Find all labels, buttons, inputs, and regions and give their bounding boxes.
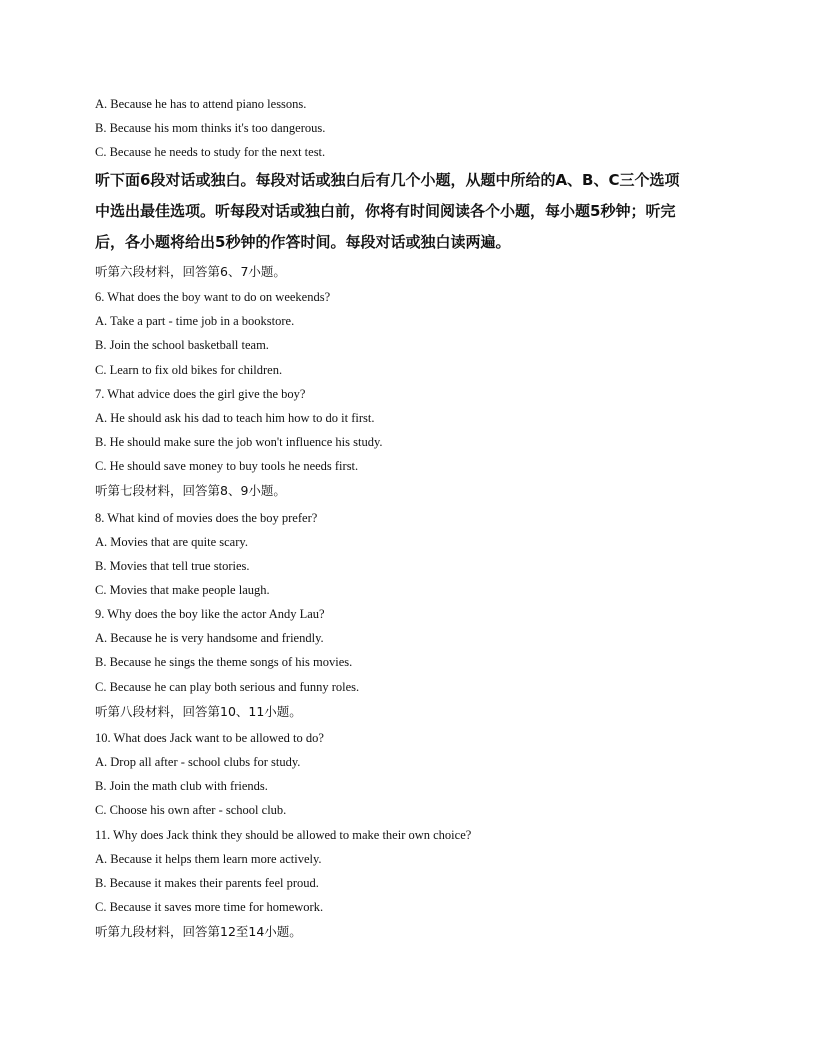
segment-heading: 听第八段材料，回答第10、11小题。 (95, 704, 302, 719)
option-line: A. Because he has to attend piano lessons. (95, 97, 307, 111)
section-instruction: 后，各小题将给出5秒钟的作答时间。每段对话或独白读两遍。 (95, 233, 511, 251)
option-line: B. Join the school basketball team. (95, 338, 269, 352)
option-line: B. Because it makes their parents feel proud. (95, 876, 319, 890)
option-line: C. Because it saves more time for homework. (95, 900, 324, 914)
option-line: B. Because his mom thinks it's too dangerous. (95, 121, 326, 135)
option-line: A. Because he is very handsome and friendly. (95, 631, 324, 645)
option-line: C. He should save money to buy tools he needs first. (95, 459, 359, 473)
option-line: C. Movies that make people laugh. (95, 583, 270, 597)
section-instruction: 听下面6段对话或独白。每段对话或独白后有几个小题，从题中所给的A、B、C三个选项 (95, 171, 680, 189)
option-line: C. Because he needs to study for the next test. (95, 145, 326, 159)
option-line: A. Because it helps them learn more actively. (95, 852, 322, 866)
segment-heading: 听第九段材料，回答第12至14小题。 (95, 924, 302, 939)
option-line: A. Movies that are quite scary. (95, 535, 248, 549)
option-line: B. Because he sings the theme songs of his movies. (95, 655, 353, 669)
option-line: C. Because he can play both serious and funny roles. (95, 680, 360, 694)
segment-heading: 听第七段材料，回答第8、9小题。 (95, 483, 286, 498)
segment-heading: 听第六段材料，回答第6、7小题。 (95, 264, 286, 279)
option-line: B. He should make sure the job won't influence his study. (95, 435, 383, 449)
option-line: B. Movies that tell true stories. (95, 559, 250, 573)
option-line: C. Learn to fix old bikes for children. (95, 363, 283, 377)
question-text: 8. What kind of movies does the boy prefer? (95, 511, 318, 525)
option-line: A. Take a part - time job in a bookstore. (95, 314, 295, 328)
option-line: A. Drop all after - school clubs for study. (95, 755, 301, 769)
question-text: 6. What does the boy want to do on weekends? (95, 290, 331, 304)
question-text: 7. What advice does the girl give the boy? (95, 387, 306, 401)
section-instruction: 中选出最佳选项。听每段对话或独白前，你将有时间阅读各个小题，每小题5秒钟；听完 (95, 202, 676, 220)
option-line: C. Choose his own after - school club. (95, 803, 287, 817)
question-text: 9. Why does the boy like the actor Andy Lau? (95, 607, 325, 621)
option-line: B. Join the math club with friends. (95, 779, 268, 793)
question-text: 11. Why does Jack think they should be allowed to make their own choice? (95, 828, 472, 842)
option-line: A. He should ask his dad to teach him how to do it first. (95, 411, 375, 425)
question-text: 10. What does Jack want to be allowed to do? (95, 731, 324, 745)
